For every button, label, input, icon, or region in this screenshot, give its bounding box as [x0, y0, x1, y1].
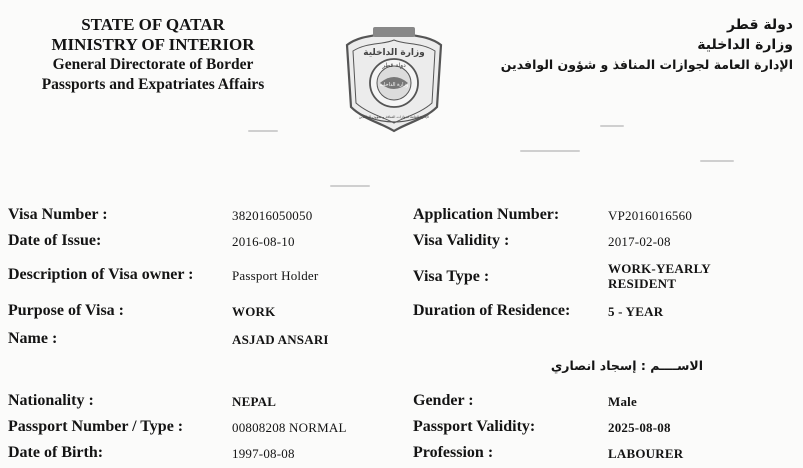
name-value: ASJAD ANSARI — [232, 332, 329, 347]
application-number-label: Application Number: — [413, 206, 560, 223]
purpose-of-visa-value: WORK — [232, 304, 276, 319]
visa-type-value: WORK-YEARLY RESIDENT — [608, 261, 711, 291]
purpose-of-visa-label: Purpose of Visa : — [8, 302, 124, 319]
passport-validity-label: Passport Validity: — [413, 418, 536, 435]
name-arabic — [551, 358, 703, 373]
gender-label: Gender : — [413, 392, 474, 409]
seal-text-top: وزارة الداخلية — [363, 48, 425, 58]
seal-text-bottom: الإدارة العامة لجوازات المنافذ و شؤون الوافدين — [358, 115, 430, 119]
passport-number-value: 00808208 NORMAL — [232, 420, 347, 435]
name-arabic-label: الاســــم : — [640, 358, 703, 373]
header-department: Passports and Expatriates Affairs — [41, 76, 265, 93]
visa-number-label: Visa Number : — [8, 206, 108, 223]
gender-value: Male — [608, 394, 637, 409]
header-english — [8, 15, 298, 95]
scan-artifact — [330, 185, 370, 187]
duration-of-residence-value: 5 - YEAR — [608, 304, 664, 319]
name-arabic-value: إسجاد انصاري — [550, 358, 637, 373]
scan-artifact — [700, 160, 734, 162]
date-of-birth-label: Date of Birth: — [8, 444, 104, 461]
header-directorate: General Directorate of Border — [52, 56, 254, 73]
nationality-value: NEPAL — [232, 394, 277, 409]
scan-artifact — [520, 150, 580, 152]
visa-type-label: Visa Type : — [413, 268, 490, 285]
date-of-issue-label: Date of Issue: — [8, 232, 102, 249]
date-of-birth-value: 1997-08-08 — [232, 446, 295, 461]
visa-validity-label: Visa Validity : — [413, 232, 510, 249]
visa-owner-label: Description of Visa owner : — [8, 266, 194, 283]
passport-number-label: Passport Number / Type : — [8, 418, 184, 435]
nationality-label: Nationality : — [8, 392, 94, 409]
profession-label: Profession : — [413, 444, 494, 461]
header-state-ar: دولة قطر — [726, 17, 793, 33]
header-directorate-ar: الإدارة العامة لجوازات المنافذ و شؤون الوافدين — [500, 57, 793, 72]
application-number-value: VP2016016560 — [608, 208, 693, 223]
visa-owner-value: Passport Holder — [232, 268, 319, 283]
seal-text-center: وزارة الداخلية — [379, 82, 409, 88]
visa-validity-value: 2017-02-08 — [608, 234, 671, 249]
duration-of-residence-label: Duration of Residence: — [413, 302, 571, 319]
passport-validity-value: 2025-08-08 — [608, 420, 671, 435]
header-arabic — [473, 15, 793, 75]
ministry-seal-icon — [333, 15, 455, 137]
visa-number-value: 382016050050 — [232, 208, 313, 223]
name-label: Name : — [8, 330, 58, 347]
header-ministry-ar: وزارة الداخلية — [697, 37, 793, 53]
header-ministry: MINISTRY OF INTERIOR — [51, 35, 255, 54]
scan-artifact — [248, 130, 278, 132]
header-state: STATE OF QATAR — [81, 15, 225, 34]
seal-text-ring: دولة قطر — [382, 62, 406, 69]
date-of-issue-value: 2016-08-10 — [232, 234, 295, 249]
scan-artifact — [600, 125, 624, 127]
profession-value: LABOURER — [608, 446, 684, 461]
